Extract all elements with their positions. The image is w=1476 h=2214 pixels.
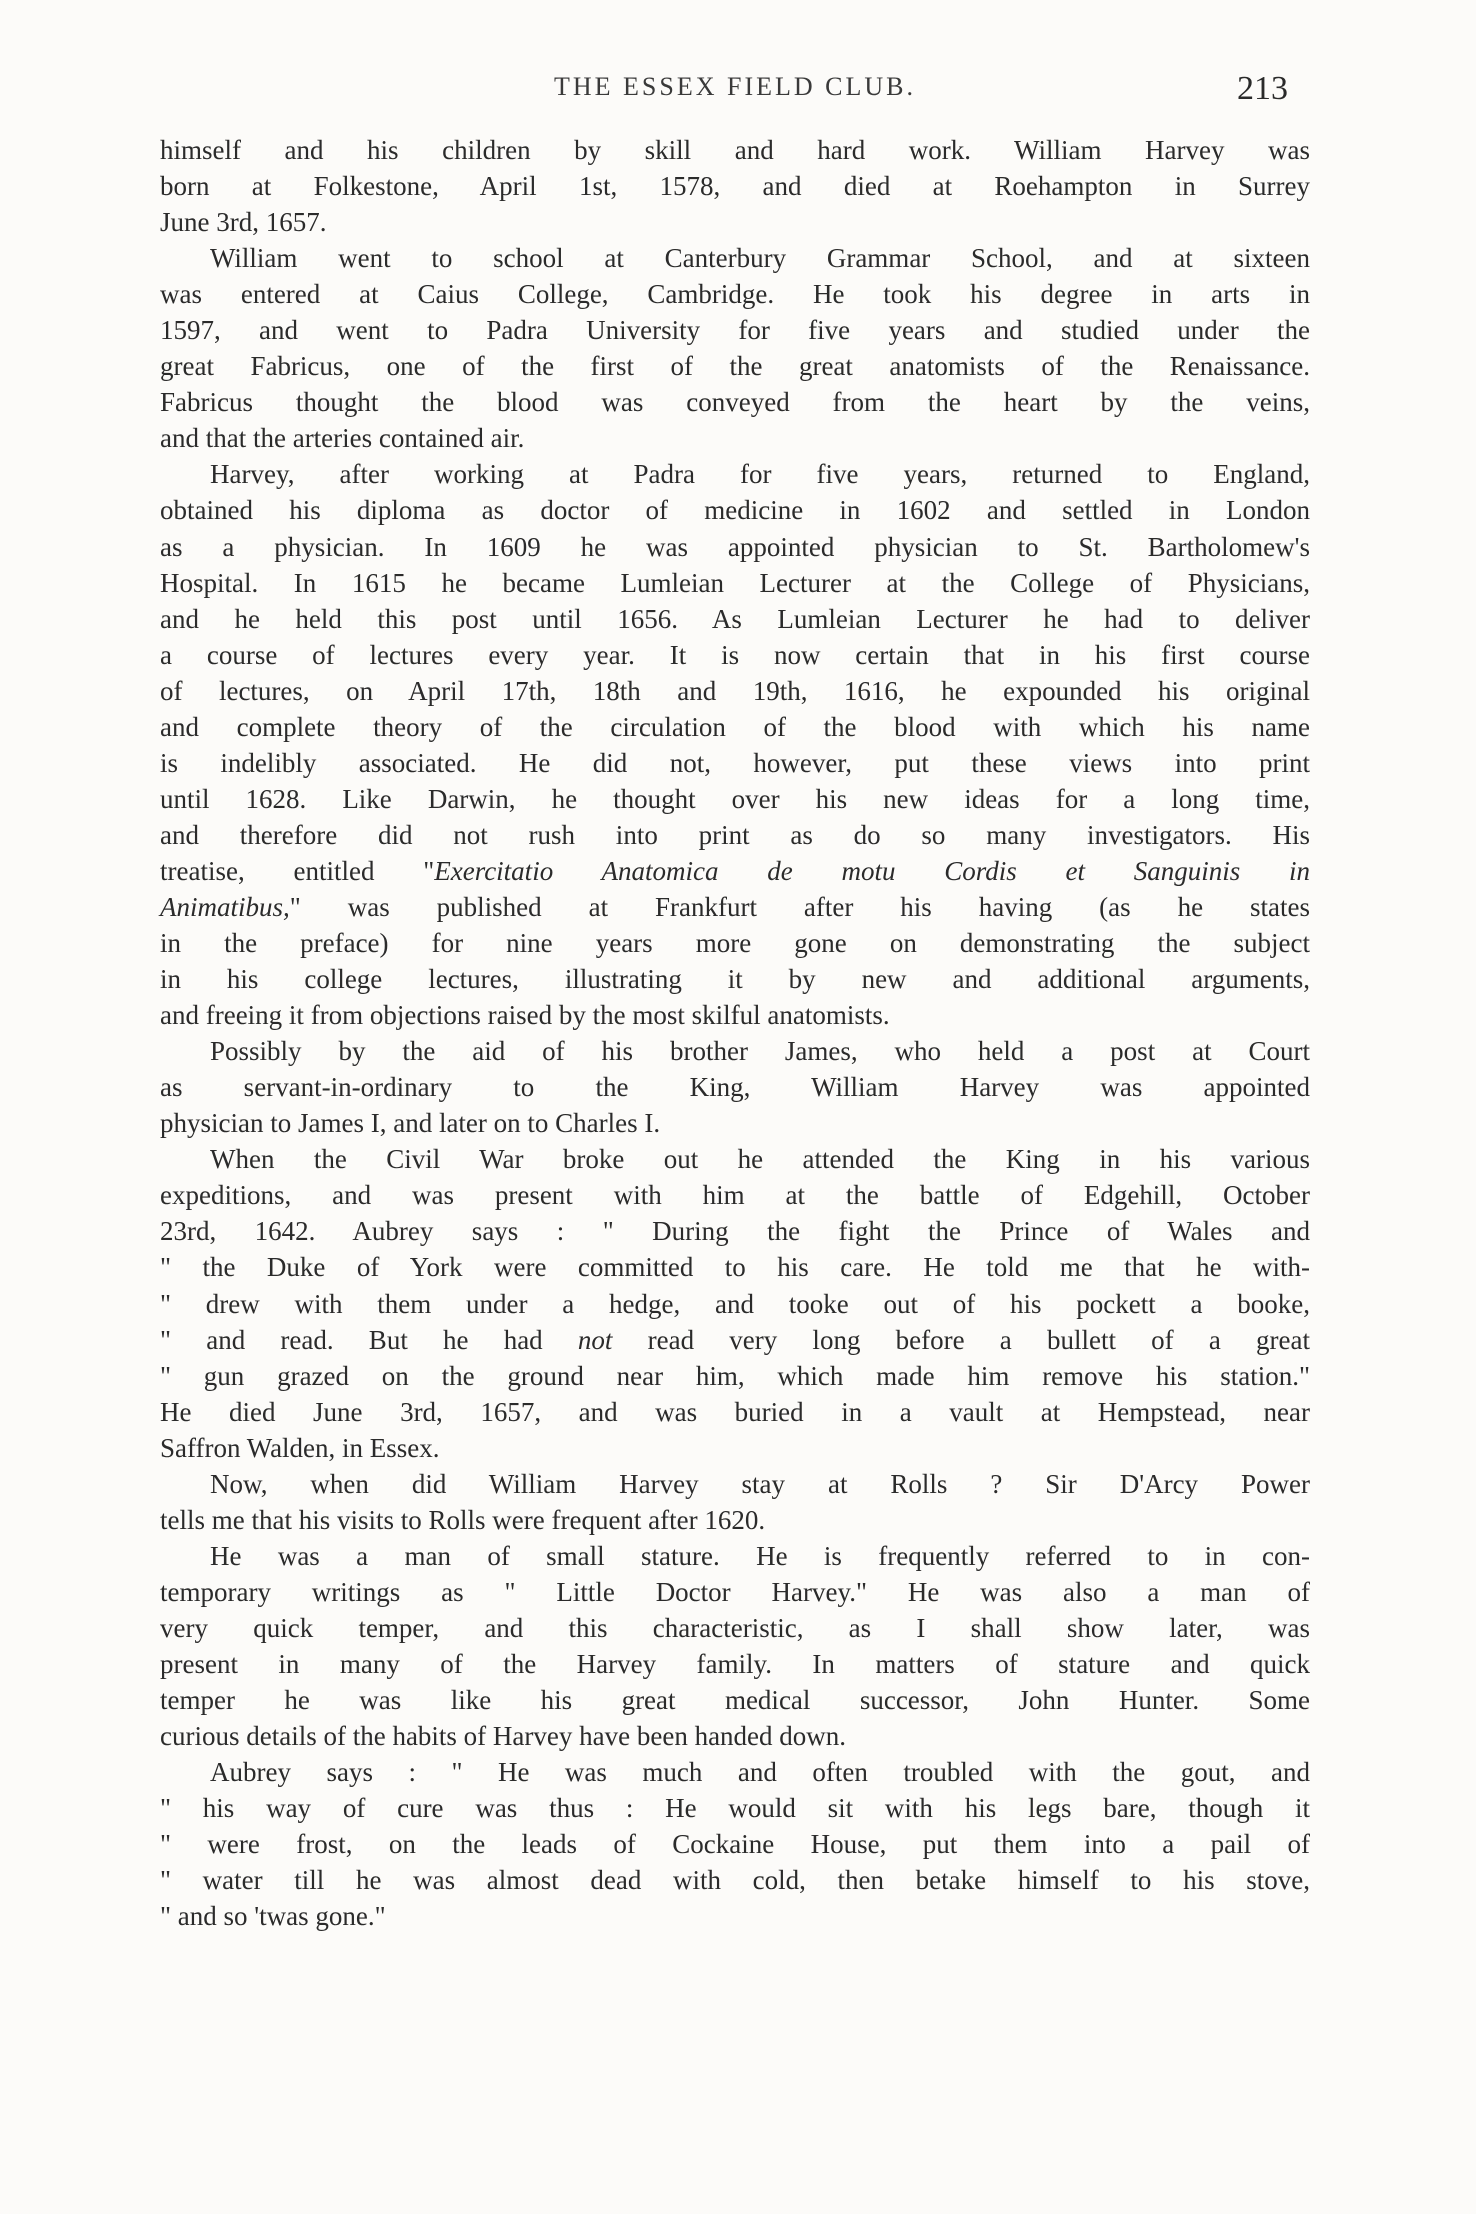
text-line: very quick temper, and this characteristic, as I shall show later, was: [160, 1612, 1310, 1643]
text-line: 23rd, 1642. Aubrey says : " During the fight the Prince of Wales and: [160, 1216, 1310, 1247]
text-line: and that the arteries contained air.: [160, 423, 525, 454]
text-segment: read very long before a bullett of a great: [612, 1324, 1310, 1355]
text-line: as a physician. In 1609 he was appointed physician to St. Bartholomew's: [160, 531, 1310, 562]
text-line: temper he was like his great medical successor, John Hunter. Some: [160, 1685, 1310, 1716]
text-line: obtained his diploma as doctor of medicine in 1602 and settled in London: [160, 495, 1310, 526]
text-line: " drew with them under a hedge, and tooke out of his pockett a booke,: [160, 1288, 1310, 1319]
text-line: " were frost, on the leads of Cockaine House, put them into a pail of: [160, 1829, 1310, 1860]
page-number: 213: [1237, 70, 1288, 107]
text-line: " and so 'twas gone.": [160, 1901, 386, 1932]
text-line: [160, 853, 1310, 889]
text-segment: " and read. But he had: [160, 1324, 578, 1355]
body-text: [160, 132, 1310, 1934]
text-line: Fabricus thought the blood was conveyed from the heart by the veins,: [160, 387, 1310, 418]
text-line: [160, 1322, 1310, 1358]
text-line: as servant-in-ordinary to the King, William Harvey was appointed: [160, 1072, 1310, 1103]
latin-title-segment: Exercitatio Anatomica de motu Cordis et Sanguinis in: [434, 855, 1311, 886]
running-head: THE ESSEX FIELD CLUB.: [554, 72, 916, 101]
text-line: a course of lectures every year. It is now certain that in his first course: [160, 639, 1310, 670]
text-line: physician to James I, and later on to Charles I.: [160, 1108, 661, 1139]
text-line: [160, 889, 1310, 925]
text-line: Possibly by the aid of his brother James, who held a post at Court: [210, 1036, 1310, 1067]
text-line: expeditions, and was present with him at the battle of Edgehill, October: [160, 1180, 1310, 1211]
text-line: Now, when did William Harvey stay at Rolls ? Sir D'Arcy Power: [210, 1468, 1310, 1499]
text-line: Saffron Walden, in Essex.: [160, 1432, 440, 1463]
text-line: tells me that his visits to Rolls were frequent after 1620.: [160, 1504, 766, 1535]
text-line: great Fabricus, one of the first of the great anatomists of the Renaissance.: [160, 351, 1310, 382]
text-line: until 1628. Like Darwin, he thought over his new ideas for a long time,: [160, 783, 1310, 814]
text-segment: treatise, entitled ": [160, 855, 435, 886]
text-line: Hospital. In 1615 he became Lumleian Lecturer at the College of Physicians,: [160, 567, 1310, 598]
text-line: and freeing it from objections raised by the most skilful anatomists.: [160, 1000, 890, 1031]
text-line: and complete theory of the circulation of the blood with which his name: [160, 711, 1310, 742]
text-line: " the Duke of York were committed to his care. He told me that he with-: [160, 1252, 1310, 1283]
text-line: born at Folkestone, April 1st, 1578, and died at Roehampton in Surrey: [160, 171, 1310, 202]
text-line: in the preface) for nine years more gone on demonstrating the subject: [160, 928, 1310, 959]
text-line: 1597, and went to Padra University for five years and studied under the: [160, 315, 1310, 346]
text-line: June 3rd, 1657.: [160, 207, 327, 238]
text-line: and therefore did not rush into print as do so many investigators. His: [160, 819, 1310, 850]
text-segment: " was published at Frankfurt after his having (as he states: [289, 891, 1310, 922]
emphasis-segment: not: [577, 1324, 613, 1355]
text-line: temporary writings as " Little Doctor Harvey." He was also a man of: [160, 1576, 1310, 1607]
text-line: is indelibly associated. He did not, however, put these views into print: [160, 747, 1310, 778]
text-line: " his way of cure was thus : He would sit with his legs bare, though it: [160, 1793, 1310, 1824]
text-line: himself and his children by skill and hard work. William Harvey was: [160, 135, 1310, 165]
text-line: and he held this post until 1656. As Lumleian Lecturer he had to deliver: [160, 603, 1310, 634]
text-line: " water till he was almost dead with cold, then betake himself to his stove,: [160, 1865, 1310, 1896]
page-header: [160, 70, 1310, 120]
text-line: Aubrey says : " He was much and often troubled with the gout, and: [210, 1757, 1310, 1788]
text-line: He died June 3rd, 1657, and was buried in a vault at Hempstead, near: [160, 1396, 1310, 1427]
text-line: in his college lectures, illustrating it by new and additional arguments,: [160, 964, 1310, 995]
text-line: " gun grazed on the ground near him, which made him remove his station.": [160, 1360, 1310, 1391]
text-line: William went to school at Canterbury Grammar School, and at sixteen: [210, 243, 1310, 274]
text-line: was entered at Caius College, Cambridge. He took his degree in arts in: [160, 279, 1310, 310]
text-line: of lectures, on April 17th, 18th and 19th, 1616, he expounded his original: [160, 675, 1310, 706]
latin-title-segment: Animatibus,: [160, 891, 290, 922]
text-line: He was a man of small stature. He is frequently referred to in con-: [210, 1540, 1310, 1571]
text-line: present in many of the Harvey family. In matters of stature and quick: [160, 1648, 1310, 1679]
text-line: curious details of the habits of Harvey have been handed down.: [160, 1721, 847, 1752]
text-line: When the Civil War broke out he attended the King in his various: [210, 1144, 1310, 1175]
book-page: [160, 70, 1310, 2190]
text-line: Harvey, after working at Padra for five years, returned to England,: [210, 459, 1310, 490]
